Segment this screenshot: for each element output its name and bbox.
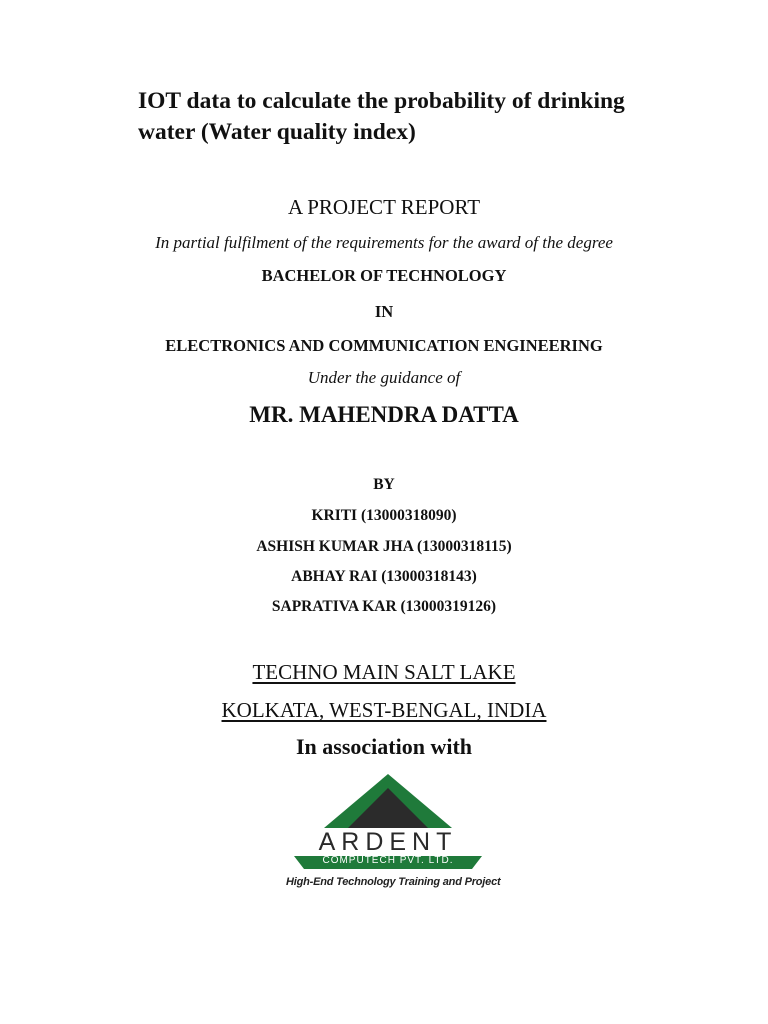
by-label: BY: [373, 476, 395, 493]
logo-name: ARDENT: [318, 828, 458, 856]
report-title-line-1: IOT data to calculate the probability of drinking: [138, 88, 625, 114]
report-title-line-2: water (Water quality index): [138, 119, 416, 145]
guide-name: MR. MAHENDRA DATTA: [249, 402, 519, 427]
partial-fulfilment-text: In partial fulfilment of the requirements for the award of the degree: [155, 233, 613, 252]
institution-location: KOLKATA, WEST-BENGAL, INDIA: [221, 698, 547, 722]
guidance-label: Under the guidance of: [307, 368, 461, 387]
ardent-logo: [286, 772, 501, 894]
author-2: ASHISH KUMAR JHA (13000318115): [256, 538, 512, 555]
degree-name: BACHELOR OF TECHNOLOGY: [261, 266, 507, 285]
in-word: IN: [374, 302, 394, 321]
association-label: In association with: [295, 734, 473, 759]
report-title: [138, 86, 738, 148]
project-report-heading: A PROJECT REPORT: [287, 195, 481, 219]
author-1: KRITI (13000318090): [311, 507, 457, 524]
logo-subtitle: COMPUTECH PVT. LTD.: [322, 855, 454, 866]
department-name: ELECTRONICS AND COMMUNICATION ENGINEERING: [165, 336, 603, 355]
author-3: ABHAY RAI (13000318143): [291, 568, 477, 585]
institution-name: TECHNO MAIN SALT LAKE: [252, 660, 516, 684]
author-4: SAPRATIVA KAR (13000319126): [271, 598, 497, 615]
logo-tagline: High-End Technology Training and Project: [286, 876, 501, 888]
